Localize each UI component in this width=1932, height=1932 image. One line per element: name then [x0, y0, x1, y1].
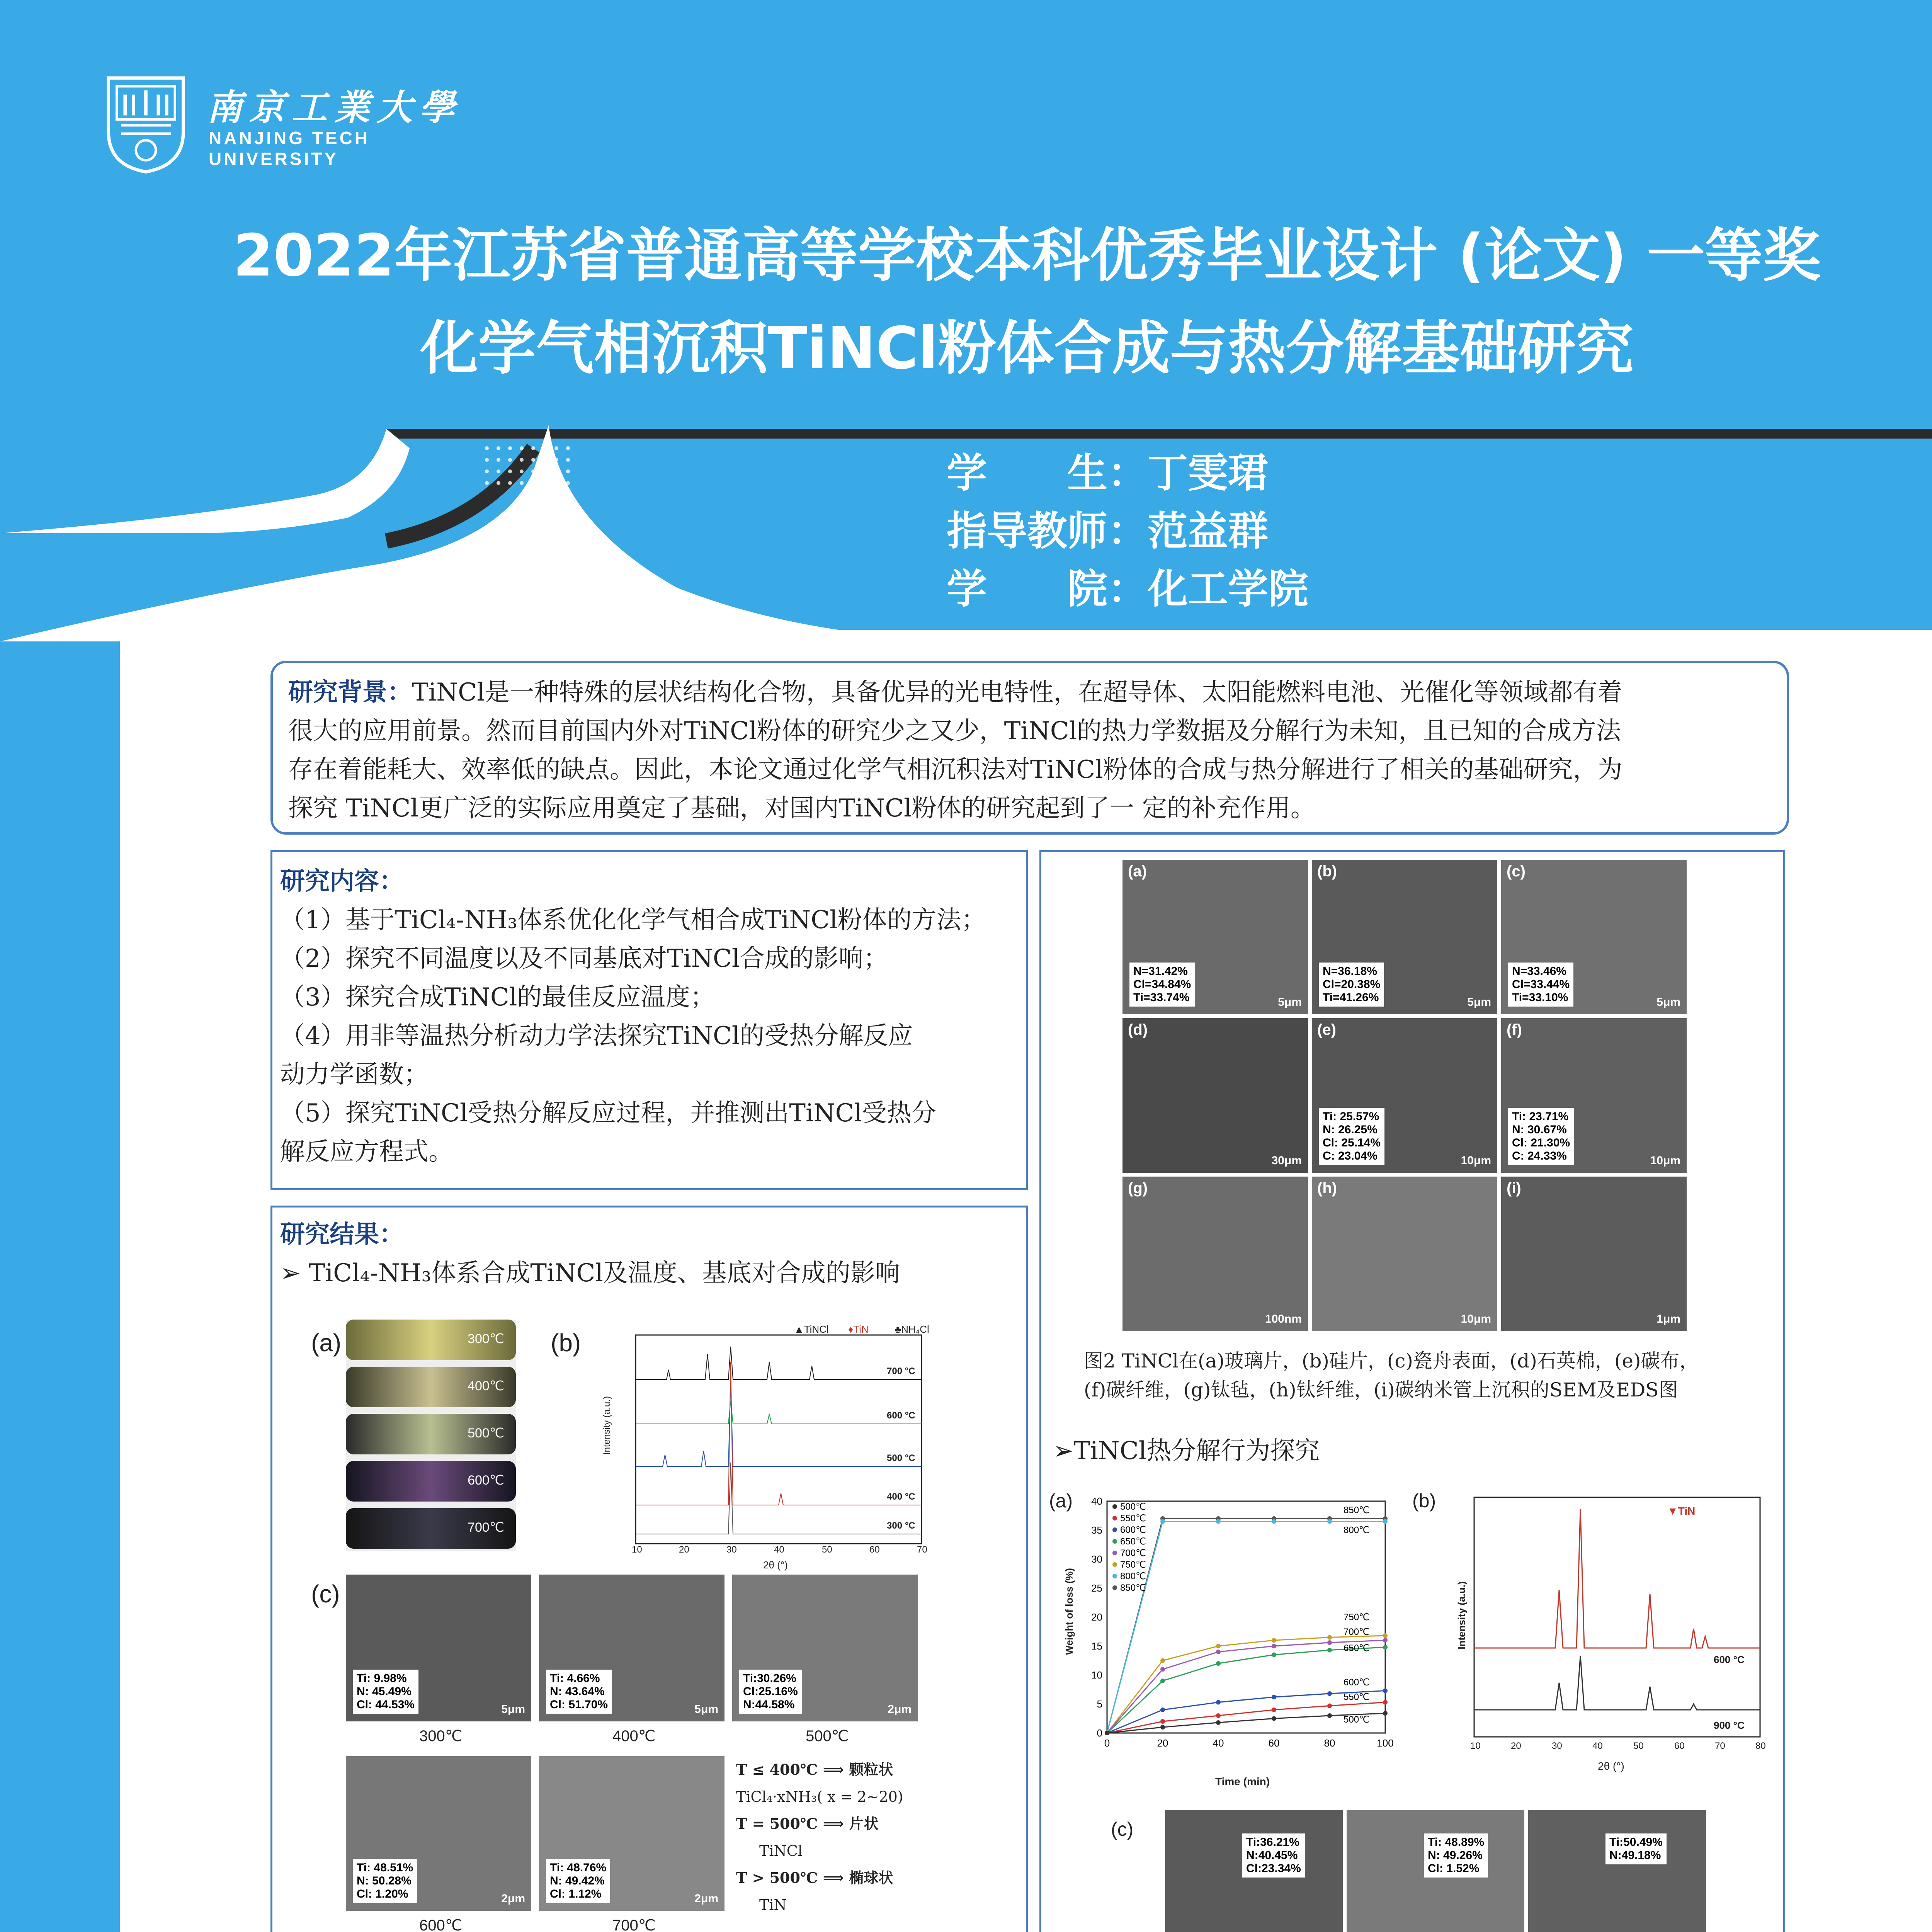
fig1-label-a: (a): [311, 1329, 342, 1357]
sem-image: [1347, 1810, 1524, 1932]
xrd2-tick: 30: [1552, 1741, 1562, 1751]
scale-bar: 5μm: [501, 1703, 525, 1716]
tga-point: [1383, 1645, 1388, 1650]
xrd2-tick: 50: [1633, 1741, 1644, 1751]
tga-point: [1216, 1519, 1221, 1524]
sem-image: [1312, 860, 1497, 1014]
tga-point: [1327, 1519, 1332, 1524]
scale-bar: 5μm: [1278, 996, 1302, 1009]
fig1-label-b: (b): [551, 1329, 581, 1357]
xrd2-legend: ▼TiN: [1667, 1505, 1696, 1517]
tga-end-label: 850℃: [1344, 1505, 1369, 1515]
scale-bar: 5μm: [694, 1703, 718, 1716]
tga-legend-marker: [1112, 1504, 1117, 1509]
sem-image: [1122, 860, 1308, 1014]
sem-image: [1312, 1177, 1497, 1331]
tga-legend-marker: [1112, 1585, 1117, 1590]
results-subheading: ➢ TiCl₄-NH₃体系合成TiNCl及温度、基底对合成的影响: [280, 1259, 900, 1287]
xrd-trace-label: 400 °C: [887, 1492, 915, 1502]
tga-y-tick: 25: [1091, 1582, 1102, 1594]
legend-row: T ≤ 400℃ ⟹ 颗粒状: [736, 1761, 893, 1778]
panel-label: (e): [1317, 1021, 1336, 1038]
tga-legend-marker: [1112, 1539, 1117, 1544]
tga-legend-marker: [1112, 1574, 1117, 1578]
sem-image: [1122, 1177, 1308, 1331]
sample-temp: 300℃: [468, 1332, 504, 1346]
tga-point: [1160, 1725, 1165, 1730]
tga-chart: [1065, 1493, 1412, 1772]
tga-legend-marker: [1112, 1551, 1117, 1555]
results-heading: 研究结果：: [280, 1220, 404, 1249]
xrd-legend-item: ♦TiN: [848, 1323, 869, 1335]
xrd2-trace-label: 600 °C: [1714, 1654, 1745, 1665]
tga-end-label: 600℃: [1344, 1677, 1369, 1688]
eds-readout: Ti:50.49% N:49.18%: [1605, 1833, 1667, 1864]
fig1-xrd-chart: [593, 1323, 980, 1571]
thesis-title: 化学气相沉积TiNCl粉体合成与热分解基础研究: [420, 315, 1634, 382]
tga-point: [1105, 1731, 1109, 1735]
tga-x-tick: 20: [1157, 1737, 1168, 1749]
tga-end-label: 650℃: [1344, 1643, 1369, 1653]
scale-bar: 100nm: [1265, 1313, 1302, 1325]
tga-point: [1327, 1640, 1332, 1645]
tga-point: [1216, 1644, 1221, 1648]
tga-point: [1160, 1658, 1165, 1663]
eds-readout: Ti: 48.89% N: 49.26% Cl: 1.52%: [1424, 1833, 1488, 1878]
tga-x-tick: 100: [1377, 1737, 1394, 1749]
tga-legend-label: 550℃: [1120, 1513, 1146, 1524]
fig2-caption: [1084, 1347, 1699, 1405]
tga-point: [1383, 1633, 1388, 1638]
panel-label: (d): [1128, 1021, 1148, 1038]
tga-point: [1160, 1708, 1165, 1712]
panel-label: (a): [1128, 863, 1147, 880]
university-name-en: [209, 128, 370, 169]
caption-line: 图2 TiNCl在(a)玻璃片，(b)硅片，(c)瓷舟表面，(d)石英棉，(e)碳布，: [1084, 1350, 1699, 1372]
xrd-tick: 20: [679, 1544, 689, 1555]
tga-legend-label: 600℃: [1120, 1525, 1146, 1535]
sem-image: [539, 1575, 724, 1721]
tga-legend-label: 750℃: [1120, 1560, 1146, 1570]
xrd-xlabel: 2θ (°): [763, 1559, 788, 1571]
fig3-label-b: (b): [1412, 1490, 1436, 1512]
university-name-en-line1: NANJING TECH: [209, 128, 370, 148]
xrd-legend-item: ♣NH₄Cl: [895, 1323, 929, 1335]
sem-temp: 300℃: [419, 1728, 463, 1745]
content-item: 动力学函数；: [280, 1060, 429, 1089]
panel-label: (b): [1317, 863, 1337, 880]
sem-temp: 400℃: [612, 1728, 656, 1745]
legend-row: T > 500℃ ⟹ 椭球状: [736, 1869, 893, 1886]
tga-end-label: 700℃: [1344, 1627, 1369, 1637]
content-item: （3）探究合成TiNCl的最佳反应温度；: [280, 983, 715, 1012]
panel-label: (g): [1128, 1180, 1148, 1197]
sem-image: [346, 1575, 531, 1721]
scale-bar: 30μm: [1271, 1154, 1302, 1167]
tga-xlabel: Time (min): [1215, 1776, 1270, 1787]
xrd-trace-label: 600 °C: [887, 1410, 915, 1421]
tga-point: [1272, 1519, 1276, 1524]
sem-image: [1165, 1810, 1343, 1932]
xrd2-ylabel: Intensity (a.u.): [1456, 1581, 1468, 1650]
scale-bar: 2μm: [501, 1892, 525, 1905]
tga-y-tick: 20: [1091, 1611, 1102, 1623]
scale-bar: 10μm: [1461, 1154, 1491, 1167]
background-line: 存在着能耗大、效率低的缺点。因此，本论文通过化学气相沉积法对TiNCl粉体的合成与热分解进行了相关的基础研究，为: [288, 755, 1622, 784]
fig3-xrd-chart: [1432, 1493, 1772, 1772]
tga-ylabel: Weight of loss (%): [1063, 1568, 1075, 1655]
background-line: 探究 TiNCl更广泛的实际应用奠定了基础，对国内TiNCl粉体的研究起到了一 定的补充作用。: [288, 794, 1315, 823]
college-info: 学 院：化工学院: [947, 565, 1309, 612]
sem-image: [539, 1756, 724, 1911]
sample-boat-photo: [346, 1461, 516, 1502]
eds-readout: Ti:36.21% N:40.45% Cl:23.34%: [1242, 1833, 1305, 1878]
tga-legend-label: 850℃: [1120, 1583, 1146, 1593]
sem-image: [732, 1575, 918, 1721]
tga-y-tick: 15: [1091, 1640, 1102, 1652]
tga-x-tick: 0: [1104, 1737, 1110, 1749]
tga-point: [1272, 1653, 1276, 1657]
tga-legend-marker: [1112, 1527, 1117, 1532]
tga-point: [1383, 1711, 1388, 1716]
tga-point: [1216, 1700, 1221, 1705]
substrate-section: [1039, 850, 1785, 1932]
tga-point: [1383, 1689, 1388, 1693]
university-name-cn: 南京工業大學: [207, 87, 462, 128]
student-info: 学 生：丁雯珺: [947, 449, 1269, 497]
tga-x-tick: 40: [1213, 1737, 1224, 1749]
tga-point: [1327, 1648, 1332, 1653]
tga-legend-label: 500℃: [1120, 1502, 1146, 1512]
scale-bar: 10μm: [1461, 1313, 1491, 1325]
tga-point: [1272, 1695, 1276, 1699]
tga-end-label: 800℃: [1344, 1525, 1369, 1536]
legend-row: T = 500℃ ⟹ 片状: [736, 1815, 879, 1832]
sem-image: [1501, 1177, 1687, 1331]
sample-temp: 500℃: [468, 1426, 504, 1440]
content-item: 解反应方程式。: [280, 1138, 453, 1166]
xrd2-tick: 20: [1511, 1741, 1521, 1751]
tga-point: [1160, 1667, 1165, 1672]
scale-bar: 10μm: [1650, 1154, 1680, 1167]
legend-row: TiNCl: [759, 1842, 803, 1859]
scale-bar: 5μm: [1467, 996, 1491, 1009]
xrd2-tick: 40: [1592, 1741, 1603, 1751]
sem-image: [1501, 860, 1687, 1014]
scale-bar: 5μm: [1656, 996, 1680, 1009]
sample-boat-photo: [346, 1508, 516, 1549]
tga-y-tick: 35: [1091, 1524, 1102, 1536]
tga-point: [1272, 1716, 1276, 1721]
panel-label: (c): [1507, 863, 1526, 880]
sample-boat-photo: [346, 1367, 516, 1407]
background-text: [288, 673, 1771, 828]
legend-row: TiN: [759, 1896, 787, 1913]
tga-point: [1383, 1519, 1388, 1524]
university-name-en-line2: UNIVERSITY: [209, 149, 339, 169]
tga-point: [1216, 1650, 1221, 1654]
eds-readout: Ti: 48.51% N: 50.28% Cl: 1.20%: [353, 1859, 417, 1903]
eds-readout: Ti:30.26% Cl:25.16% N:44.58%: [739, 1670, 802, 1714]
xrd-trace-label: 700 °C: [887, 1366, 915, 1376]
tga-point: [1327, 1704, 1332, 1708]
xrd-tick: 10: [632, 1544, 642, 1555]
xrd-ylabel: Intensity (a.u.): [602, 1396, 612, 1455]
caption-line: (f)碳纤维，(g)钛毡，(h)钛纤维，(i)碳纳米管上沉积的SEM及EDS图: [1084, 1379, 1678, 1401]
tga-x-tick: 80: [1324, 1737, 1335, 1749]
tga-point: [1327, 1635, 1332, 1640]
sem-temp: 700℃: [612, 1917, 656, 1932]
tga-y-tick: 10: [1091, 1669, 1102, 1681]
tga-legend-marker: [1112, 1516, 1117, 1520]
background-line: TiNCl是一种特殊的层状结构化合物，具备优异的光电特性，在超导体、太阳能燃料电池、光催化等领域都有着: [412, 678, 1622, 707]
xrd-tick: 40: [774, 1544, 784, 1555]
sample-temp: 700℃: [468, 1520, 504, 1535]
xrd-tick: 30: [726, 1544, 737, 1555]
content-item: （1）基于TiCl₄-NH₃体系优化化学气相合成TiNCl粉体的方法；: [280, 906, 986, 934]
panel-label: (i): [1507, 1180, 1521, 1197]
advisor-info: 指导教师：范益群: [947, 507, 1269, 554]
tga-y-tick: 5: [1097, 1698, 1102, 1710]
xrd-tick: 50: [822, 1544, 832, 1555]
tga-point: [1160, 1679, 1165, 1683]
content-item: （2）探究不同温度以及不同基底对TiNCl合成的影响；: [280, 944, 888, 973]
eds-readout: Ti: 4.66% N: 43.64% Cl: 51.70%: [546, 1670, 612, 1714]
results-section: [270, 1206, 1028, 1932]
fig1-photo-stack: [346, 1320, 516, 1551]
panel-label: (h): [1317, 1180, 1337, 1197]
tga-point: [1160, 1719, 1165, 1724]
panel-label: (f): [1507, 1021, 1522, 1038]
sem-image: [1501, 1018, 1687, 1173]
tga-point: [1383, 1638, 1388, 1643]
background-section: [270, 661, 1789, 835]
xrd2-tick: 70: [1715, 1741, 1725, 1751]
tga-end-label: 750℃: [1344, 1612, 1369, 1622]
award-title: 2022年江苏省普通高等学校本科优秀毕业设计 (论文) 一等奖: [233, 222, 1821, 289]
xrd-trace-label: 500 °C: [887, 1453, 915, 1463]
university-emblem: [104, 73, 187, 174]
content-item: （5）探究TiNCl受热分解反应过程，并推测出TiNCl受热分: [280, 1099, 936, 1128]
scale-bar: 2μm: [694, 1892, 718, 1905]
tga-point: [1216, 1720, 1221, 1725]
tga-point: [1272, 1644, 1276, 1648]
sample-boat-photo: [346, 1320, 516, 1360]
sample-temp: 600℃: [468, 1473, 504, 1488]
tga-point: [1272, 1708, 1276, 1712]
eds-readout: Ti: 48.76% N: 49.42% Cl: 1.12%: [546, 1859, 610, 1903]
tga-point: [1272, 1638, 1276, 1643]
tga-end-label: 550℃: [1344, 1692, 1369, 1702]
tga-point: [1327, 1691, 1332, 1696]
background-heading: 研究背景：: [288, 678, 412, 707]
fig3-label-c: (c): [1111, 1818, 1134, 1840]
eds-readout: N=31.42% Cl=34.84% Ti=33.74%: [1129, 963, 1195, 1007]
tga-legend-marker: [1112, 1562, 1117, 1567]
eds-readout: Ti: 25.57% N: 26.25% Cl: 25.14% C: 23.04%: [1319, 1108, 1384, 1165]
research-content-section: [270, 850, 1028, 1190]
background-line: 很大的应用前景。然而目前国内外对TiNCl粉体的研究少之又少，TiNCl的热力学数据及分解行为未知，且已知的合成方法: [288, 717, 1621, 745]
sem-image: [1312, 1018, 1497, 1173]
legend-row: TiCl₄·xNH₃( x = 2~20): [736, 1788, 903, 1805]
sample-temp: 400℃: [468, 1379, 504, 1393]
decomp-heading: ➢TiNCl热分解行为探究: [1053, 1437, 1320, 1465]
xrd-trace-label: 300 °C: [887, 1520, 915, 1531]
tga-point: [1327, 1713, 1332, 1718]
xrd2-tick: 60: [1674, 1741, 1685, 1751]
tga-end-label: 500℃: [1344, 1714, 1369, 1725]
tga-legend-label: 700℃: [1120, 1548, 1146, 1558]
eds-readout: N=36.18% Cl=20.38% Ti=41.26%: [1319, 963, 1384, 1007]
content-heading: 研究内容：: [280, 867, 404, 896]
eds-readout: Ti: 9.98% N: 45.49% Cl: 44.53%: [353, 1670, 418, 1714]
sem-image: [346, 1756, 531, 1911]
xrd2-xlabel: 2θ (°): [1598, 1760, 1624, 1772]
xrd2-tick: 80: [1755, 1741, 1766, 1751]
sem-temp: 600℃: [419, 1917, 463, 1932]
tga-legend-label: 650℃: [1120, 1536, 1146, 1547]
tga-y-tick: 0: [1097, 1727, 1102, 1739]
tga-y-tick: 30: [1091, 1553, 1102, 1565]
tga-point: [1383, 1700, 1388, 1705]
tga-point: [1160, 1519, 1165, 1524]
tga-x-tick: 60: [1268, 1737, 1280, 1749]
fig3-label-a: (a): [1049, 1490, 1073, 1512]
tga-legend-label: 800℃: [1120, 1571, 1146, 1582]
eds-readout: Ti: 23.71% N: 30.67% Cl: 21.30% C: 24.33%: [1508, 1108, 1574, 1165]
xrd-legend-item: ▲TiNCl: [794, 1323, 829, 1335]
xrd2-tick: 10: [1470, 1741, 1481, 1751]
tga-point: [1216, 1713, 1221, 1718]
scale-bar: 2μm: [888, 1703, 912, 1716]
sem-temp: 500℃: [806, 1728, 849, 1745]
xrd-tick: 70: [917, 1544, 927, 1555]
xrd-plot: [593, 1323, 980, 1571]
scale-bar: 1μm: [1656, 1313, 1680, 1325]
sem-image: [1528, 1810, 1706, 1932]
morphology-legend: [736, 1756, 952, 1918]
eds-readout: N=33.46% Cl=33.44% Ti=33.10%: [1508, 963, 1573, 1007]
tga-y-tick: 40: [1091, 1495, 1102, 1507]
fig1-label-c: (c): [311, 1580, 340, 1608]
sem-image: [1122, 1018, 1308, 1173]
xrd2-trace-label: 900 °C: [1714, 1719, 1745, 1731]
tga-point: [1216, 1661, 1221, 1666]
dot-pattern: [483, 444, 576, 502]
sample-boat-photo: [346, 1414, 516, 1454]
content-item: （4）用非等温热分析动力学法探究TiNCl的受热分解反应: [280, 1022, 913, 1050]
xrd-tick: 60: [869, 1544, 880, 1555]
